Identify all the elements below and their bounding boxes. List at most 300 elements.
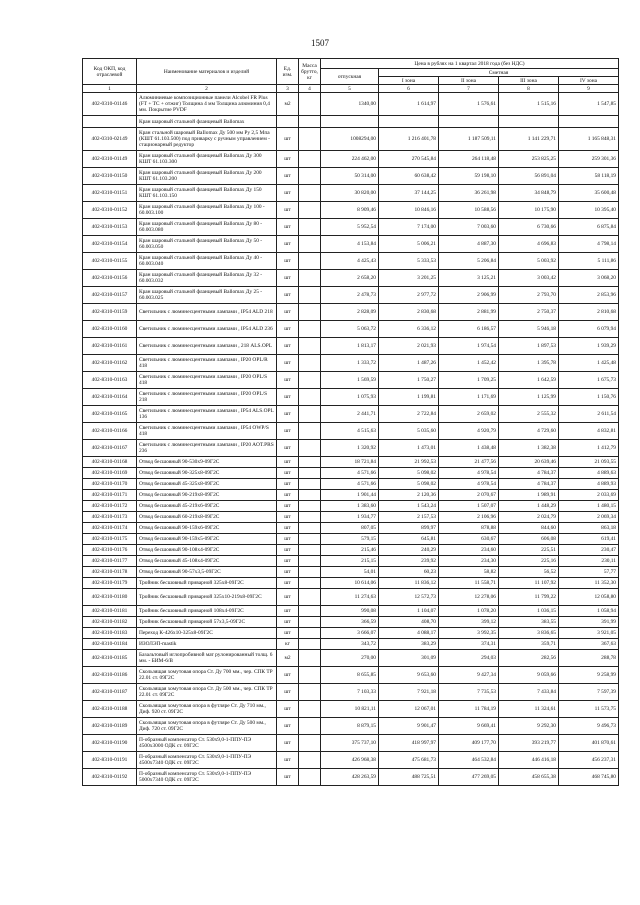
row-zone2-price: 264 118,48 (439, 151, 499, 168)
table-row (83, 479, 619, 490)
row-zone4-price: 6 079,94 (559, 321, 619, 338)
row-zone2-price: 6 186,57 (439, 321, 499, 338)
row-code: 402-0310-01157 (83, 287, 137, 304)
row-zone1-price: 7 921,18 (379, 684, 439, 701)
row-code: 402-8310-01192 (83, 769, 137, 786)
row-mass (299, 628, 321, 639)
row-release-price: 4 571,66 (321, 479, 379, 490)
row-code: 402-8310-01161 (83, 338, 137, 355)
row-zone1-price: 5 035,60 (379, 423, 439, 440)
empty-cell (299, 116, 321, 128)
row-unit: шт (277, 219, 299, 236)
row-zone3-price: 5 003,92 (499, 253, 559, 270)
row-release-price: 343,72 (321, 639, 379, 650)
row-zone1-price: 1 614,97 (379, 93, 439, 116)
row-zone2-price: 1 507,07 (439, 501, 499, 512)
row-release-price: 10 614,06 (321, 578, 379, 589)
row-release-price: 8 909,46 (321, 202, 379, 219)
row-release-price: 270,00 (321, 650, 379, 667)
row-zone2-price: 9 669,41 (439, 718, 499, 735)
row-mass (299, 479, 321, 490)
row-zone1-price: 1 199,81 (379, 389, 439, 406)
row-release-price: 807,05 (321, 523, 379, 534)
row-zone3-price: 1 515,16 (499, 93, 559, 116)
row-unit: кг (277, 639, 299, 650)
row-zone2-price: 399,12 (439, 617, 499, 628)
row-name: Кран шаровый стальной фланцевый Ballomax Ду 300 КШТ 61.103.300 (137, 151, 277, 168)
row-mass (299, 468, 321, 479)
row-mass (299, 523, 321, 534)
row-release-price: 1 320,92 (321, 440, 379, 457)
empty-cell (277, 116, 299, 128)
row-zone2-price: 3 992,35 (439, 628, 499, 639)
row-zone4-price: 2 069,34 (559, 512, 619, 523)
row-mass (299, 457, 321, 468)
col-number: 5 (321, 85, 379, 93)
row-zone4-price: 4 889,93 (559, 479, 619, 490)
row-code: 402-0310-01146 (83, 93, 137, 116)
row-mass (299, 684, 321, 701)
row-code: 402-8310-01165 (83, 406, 137, 423)
row-code: 402-8310-01185 (83, 650, 137, 667)
row-name: Светильник с люминесцентными лампами , IP20 AOT.PRS 236 (137, 440, 277, 457)
row-release-price: 224 462,00 (321, 151, 379, 168)
row-zone3-price: 1 989,91 (499, 490, 559, 501)
col-number: 4 (299, 85, 321, 93)
row-unit: шт (277, 270, 299, 287)
row-code: 402-8310-01162 (83, 355, 137, 372)
row-mass (299, 440, 321, 457)
row-mass (299, 639, 321, 650)
row-mass (299, 236, 321, 253)
row-zone3-price: 1 897,53 (499, 338, 559, 355)
row-code: 402-8310-01189 (83, 718, 137, 735)
row-name: Кран стальной шаровый BaIlomax Ду 500 мм Ру 2,5 Мпа (КШТ 61.103.500) под приварку с ручным управлением - стационарный редуктор (137, 128, 277, 151)
row-name: Отвод бесшовный 90-159х5-09Г2С (137, 534, 277, 545)
row-release-price: 1 813,17 (321, 338, 379, 355)
row-code: 402-8310-01182 (83, 617, 137, 628)
row-zone2-price: 294,03 (439, 650, 499, 667)
row-name: П-образный компенсатор Ст. 530х9,0-1-ППУ-ПЭ 5000х7340 ОДК ст. 09Г2С (137, 769, 277, 786)
row-unit: шт (277, 752, 299, 769)
row-release-price: 4 515,63 (321, 423, 379, 440)
table-row (83, 589, 619, 606)
row-unit: шт (277, 168, 299, 185)
row-name: Отвод бесшовный 90-57х3,5-09Г2С (137, 567, 277, 578)
table-row (83, 667, 619, 684)
table-row (83, 168, 619, 185)
header-unit: Ед. изм. (277, 59, 299, 85)
row-zone3-price: 56 891,04 (499, 168, 559, 185)
row-zone3-price: 6 730,66 (499, 219, 559, 236)
table-row (83, 338, 619, 355)
table-row (83, 718, 619, 735)
row-mass (299, 534, 321, 545)
table-row (83, 769, 619, 786)
row-code: 402-8310-01181 (83, 606, 137, 617)
row-zone1-price: 5 098,02 (379, 468, 439, 479)
row-code: 402-8310-01168 (83, 457, 137, 468)
row-zone1-price: 1 543,24 (379, 501, 439, 512)
row-unit: шт (277, 606, 299, 617)
row-zone3-price: 282,56 (499, 650, 559, 667)
row-name: Тройник бесшовный приварной 325х8-09Г2С (137, 578, 277, 589)
row-release-price: 1 934,77 (321, 512, 379, 523)
table-row (83, 406, 619, 423)
row-zone1-price: 270 545,84 (379, 151, 439, 168)
table-body (83, 93, 619, 786)
row-unit: шт (277, 185, 299, 202)
row-zone2-price: 12 278,06 (439, 589, 499, 606)
header-code: Код ОКП, код отраслевой (83, 59, 137, 85)
row-zone1-price: 5 333,53 (379, 253, 439, 270)
row-mass (299, 556, 321, 567)
row-name: Базальтовый иглопробивной мат рулонированный толщ. 6 мм. - БИМ-6/В (137, 650, 277, 667)
row-release-price: 4 425,43 (321, 253, 379, 270)
row-zone1-price: 12 572,73 (379, 589, 439, 606)
row-name: Светильник с люминесцентными лампами , 218 ALS.OPL (137, 338, 277, 355)
row-zone2-price: 234,60 (439, 545, 499, 556)
row-zone3-price: 7 433,84 (499, 684, 559, 701)
row-release-price: 11 274,63 (321, 589, 379, 606)
row-zone2-price: 878,88 (439, 523, 499, 534)
row-code: 402-8310-01163 (83, 372, 137, 389)
row-zone1-price: 12 067,01 (379, 701, 439, 718)
row-zone3-price: 383,55 (499, 617, 559, 628)
row-zone4-price: 1 939,29 (559, 338, 619, 355)
row-mass (299, 304, 321, 321)
row-zone2-price: 1 187 509,11 (439, 128, 499, 151)
row-release-price: 5 063,72 (321, 321, 379, 338)
row-zone4-price: 6 875,84 (559, 219, 619, 236)
row-mass (299, 667, 321, 684)
row-zone3-price: 34 848,79 (499, 185, 559, 202)
table-row (83, 321, 619, 338)
row-zone4-price: 12 058,80 (559, 589, 619, 606)
table-row (83, 185, 619, 202)
empty-cell (321, 116, 379, 128)
row-zone4-price: 4 832,81 (559, 423, 619, 440)
row-zone4-price: 1 675,73 (559, 372, 619, 389)
row-unit: шт (277, 372, 299, 389)
row-zone1-price: 9 901,47 (379, 718, 439, 735)
row-zone1-price: 3 201,25 (379, 270, 439, 287)
row-release-price: 1008294,00 (321, 128, 379, 151)
section-title: Кран шаровый стальной фланцевый Ballomax (137, 116, 277, 128)
row-zone4-price: 4 889,63 (559, 468, 619, 479)
row-code: 402-0310-01153 (83, 219, 137, 236)
row-zone1-price: 21 992,53 (379, 457, 439, 468)
row-zone2-price: 4 887,30 (439, 236, 499, 253)
row-unit: шт (277, 617, 299, 628)
row-zone3-price: 1 125,99 (499, 389, 559, 406)
header-zone-3: III зона (499, 77, 559, 85)
row-zone3-price: 2 555,32 (499, 406, 559, 423)
row-name: Отвод бесшовный 90-530х9-09Г2С (137, 457, 277, 468)
row-zone3-price: 1 642,59 (499, 372, 559, 389)
row-name: Светильник с люминесцентными лампами , IP54 ALD 236 (137, 321, 277, 338)
row-release-price: 30 820,00 (321, 185, 379, 202)
row-release-price: 1 075,93 (321, 389, 379, 406)
row-mass (299, 321, 321, 338)
row-zone2-price: 2 906,99 (439, 287, 499, 304)
row-zone2-price: 58,82 (439, 567, 499, 578)
row-zone1-price: 240,29 (379, 545, 439, 556)
row-unit: шт (277, 479, 299, 490)
header-estimate: Сметная (379, 69, 619, 77)
row-release-price: 3 666,07 (321, 628, 379, 639)
row-code: 402-8310-01184 (83, 639, 137, 650)
row-unit: шт (277, 589, 299, 606)
col-number: 3 (277, 85, 299, 93)
section-code-cell (83, 116, 137, 128)
row-name: Отвод бесшовный 90-325х8-09Г2С (137, 468, 277, 479)
empty-cell (559, 116, 619, 128)
table-row (83, 545, 619, 556)
col-number: 9 (559, 85, 619, 93)
table-row (83, 512, 619, 523)
row-unit: шт (277, 253, 299, 270)
row-zone1-price: 5 006,21 (379, 236, 439, 253)
row-unit: шт (277, 501, 299, 512)
row-code: 402-0310-01151 (83, 185, 137, 202)
row-zone3-price: 9 292,30 (499, 718, 559, 735)
row-zone4-price: 288,78 (559, 650, 619, 667)
row-unit: шт (277, 468, 299, 479)
table-row (83, 355, 619, 372)
row-zone4-price: 259 301,36 (559, 151, 619, 168)
row-release-price: 1 901,44 (321, 490, 379, 501)
col-number: 1 (83, 85, 137, 93)
row-zone1-price: 1 487,26 (379, 355, 439, 372)
row-mass (299, 389, 321, 406)
row-zone1-price: 6 336,12 (379, 321, 439, 338)
row-name: Отвод бесшовный 60-219х8-09Г2С (137, 512, 277, 523)
row-name: Тройник бесшовный приварной 57х3,5-09Г2С (137, 617, 277, 628)
table-row (83, 606, 619, 617)
row-unit: шт (277, 304, 299, 321)
row-name: Алюминиевые композиционные панели Alcobel FR Plus (FT + TC + отжиг) Толщина 4 мм Толщина алюминия 0,4 мм. Покрытие PVDF (137, 93, 277, 116)
table-row (83, 253, 619, 270)
row-zone4-price: 58 118,19 (559, 168, 619, 185)
row-zone3-price: 446 416,18 (499, 752, 559, 769)
row-code: 402-0310-01152 (83, 202, 137, 219)
row-zone1-price: 4 088,17 (379, 628, 439, 639)
row-mass (299, 151, 321, 168)
row-zone4-price: 230,11 (559, 556, 619, 567)
row-unit: шт (277, 769, 299, 786)
table-row (83, 219, 619, 236)
row-name: Кран шаровый стальной фланцевый Ballomax Ду 25 - 60.003.025 (137, 287, 277, 304)
row-unit: м2 (277, 650, 299, 667)
col-number: 6 (379, 85, 439, 93)
row-zone4-price: 11 573,75 (559, 701, 619, 718)
row-mass (299, 501, 321, 512)
row-zone1-price: 418 997,97 (379, 735, 439, 752)
table-row (83, 287, 619, 304)
row-zone1-price: 1 216 401,78 (379, 128, 439, 151)
row-code: 402-8310-01186 (83, 667, 137, 684)
row-name: Кран шаровый стальной фланцевый Ballomax Ду 100 - 60.003.100 (137, 202, 277, 219)
row-release-price: 1 333,72 (321, 355, 379, 372)
table-row (83, 389, 619, 406)
table-row (83, 735, 619, 752)
row-release-price: 990,08 (321, 606, 379, 617)
row-unit: шт (277, 202, 299, 219)
row-code: 402-8310-01176 (83, 545, 137, 556)
row-zone4-price: 3 068,20 (559, 270, 619, 287)
row-unit: шт (277, 735, 299, 752)
row-zone2-price: 374,31 (439, 639, 499, 650)
row-unit: шт (277, 545, 299, 556)
header-mass: Масса брутто, кг (299, 59, 321, 85)
row-name: Кран шаровый стальной фланцевый Ballomax Ду 200 КШТ 61.103.200 (137, 168, 277, 185)
row-zone4-price: 863,18 (559, 523, 619, 534)
row-unit: шт (277, 578, 299, 589)
table-row (83, 556, 619, 567)
row-mass (299, 589, 321, 606)
row-zone4-price: 9 258,99 (559, 667, 619, 684)
row-zone2-price: 630,67 (439, 534, 499, 545)
header-zone-4: IV зона (559, 77, 619, 85)
row-zone2-price: 1 078,20 (439, 606, 499, 617)
row-code: 402-0310-01155 (83, 253, 137, 270)
row-mass (299, 372, 321, 389)
row-release-price: 1 569,59 (321, 372, 379, 389)
row-release-price: 215,46 (321, 545, 379, 556)
header-zone-2: II зона (439, 77, 499, 85)
row-zone4-price: 468 745,80 (559, 769, 619, 786)
row-code: 402-0310-02149 (83, 128, 137, 151)
row-zone3-price: 56,52 (499, 567, 559, 578)
row-code: 402-8310-01160 (83, 321, 137, 338)
row-zone3-price: 11 324,61 (499, 701, 559, 718)
row-zone4-price: 391,99 (559, 617, 619, 628)
table-row (83, 684, 619, 701)
row-unit: шт (277, 287, 299, 304)
row-zone3-price: 11 799,22 (499, 589, 559, 606)
row-mass (299, 93, 321, 116)
row-unit: шт (277, 667, 299, 684)
col-number: 8 (499, 85, 559, 93)
row-zone4-price: 1 425,48 (559, 355, 619, 372)
row-zone3-price: 253 825,25 (499, 151, 559, 168)
row-release-price: 426 968,38 (321, 752, 379, 769)
row-release-price: 2 441,71 (321, 406, 379, 423)
table-row (83, 202, 619, 219)
row-release-price: 2 828,09 (321, 304, 379, 321)
row-mass (299, 185, 321, 202)
row-zone3-price: 1 395,78 (499, 355, 559, 372)
row-zone1-price: 60,23 (379, 567, 439, 578)
row-zone2-price: 2 070,67 (439, 490, 499, 501)
row-code: 402-8310-01190 (83, 735, 137, 752)
row-release-price: 8 879,15 (321, 718, 379, 735)
row-zone2-price: 1 974,54 (439, 338, 499, 355)
row-zone1-price: 408,70 (379, 617, 439, 628)
row-zone1-price: 60 638,42 (379, 168, 439, 185)
row-zone3-price: 1 141 229,71 (499, 128, 559, 151)
row-release-price: 2 478,73 (321, 287, 379, 304)
row-zone4-price: 10 395,40 (559, 202, 619, 219)
row-code: 402-8310-01166 (83, 423, 137, 440)
row-release-price: 375 737,10 (321, 735, 379, 752)
row-zone3-price: 9 059,66 (499, 667, 559, 684)
row-unit: шт (277, 236, 299, 253)
row-zone4-price: 2 853,96 (559, 287, 619, 304)
row-code: 402-8310-01171 (83, 490, 137, 501)
row-name: П-образный компенсатор Ст. 530х9,0-1-ППУ-ПЭ 4500х7340 ОДК ст. 09Г2С (137, 752, 277, 769)
row-mass (299, 338, 321, 355)
row-zone1-price: 2 157,53 (379, 512, 439, 523)
row-zone3-price: 359,71 (499, 639, 559, 650)
row-name: Отвод бесшовный 90-108х4-09Г2С (137, 545, 277, 556)
row-zone2-price: 1 171,69 (439, 389, 499, 406)
row-mass (299, 617, 321, 628)
table-row (83, 578, 619, 589)
row-mass (299, 219, 321, 236)
table-row (83, 304, 619, 321)
row-code: 402-8310-01174 (83, 523, 137, 534)
table-row (83, 128, 619, 151)
row-zone4-price: 5 111,86 (559, 253, 619, 270)
row-code: 402-8310-01179 (83, 578, 137, 589)
row-zone4-price: 1 480,15 (559, 501, 619, 512)
row-zone3-price: 11 107,92 (499, 578, 559, 589)
row-zone4-price: 1 165 848,31 (559, 128, 619, 151)
row-zone2-price: 9 427,34 (439, 667, 499, 684)
row-unit: шт (277, 338, 299, 355)
row-release-price: 7 103,33 (321, 684, 379, 701)
row-zone3-price: 1 382,38 (499, 440, 559, 457)
row-unit: шт (277, 457, 299, 468)
row-name: Отвод бесшовный 45-219х6-09Г2С (137, 501, 277, 512)
row-mass (299, 287, 321, 304)
row-release-price: 215,15 (321, 556, 379, 567)
row-zone2-price: 409 177,70 (439, 735, 499, 752)
row-zone2-price: 7 735,53 (439, 684, 499, 701)
row-unit: шт (277, 321, 299, 338)
table-row (83, 639, 619, 650)
row-zone3-price: 3 836,65 (499, 628, 559, 639)
row-zone2-price: 4 978,54 (439, 479, 499, 490)
row-zone1-price: 475 681,73 (379, 752, 439, 769)
row-name: Переход К-426х10-325х8-09Г2С (137, 628, 277, 639)
row-mass (299, 735, 321, 752)
row-zone4-price: 1 412,79 (559, 440, 619, 457)
row-name: Отвод бесшовный 45-108х4-09Г2С (137, 556, 277, 567)
row-zone1-price: 2 021,93 (379, 338, 439, 355)
row-unit: шт (277, 355, 299, 372)
header-zone-1: I зона (379, 77, 439, 85)
row-code: 402-8310-01169 (83, 468, 137, 479)
row-unit: шт (277, 151, 299, 168)
row-name: Тройник бесшовный приварной 108х4-09Г2С (137, 606, 277, 617)
row-zone2-price: 4 920,79 (439, 423, 499, 440)
row-code: 402-8310-01172 (83, 501, 137, 512)
row-unit: шт (277, 701, 299, 718)
row-zone4-price: 35 600,48 (559, 185, 619, 202)
row-zone3-price: 458 655,38 (499, 769, 559, 786)
row-name: Отвод бесшовный 90-219х8-09Г2С (137, 490, 277, 501)
row-zone3-price: 4 784,37 (499, 468, 559, 479)
table-row (83, 567, 619, 578)
row-zone1-price: 301,09 (379, 650, 439, 667)
row-zone3-price: 3 003,42 (499, 270, 559, 287)
row-zone3-price: 1 036,15 (499, 606, 559, 617)
table-row (83, 236, 619, 253)
row-name: Скользящая хомутовая опора Ст. Ду 700 мм., чер. СПК ТР 22.01 ст. 09Г2С (137, 667, 277, 684)
